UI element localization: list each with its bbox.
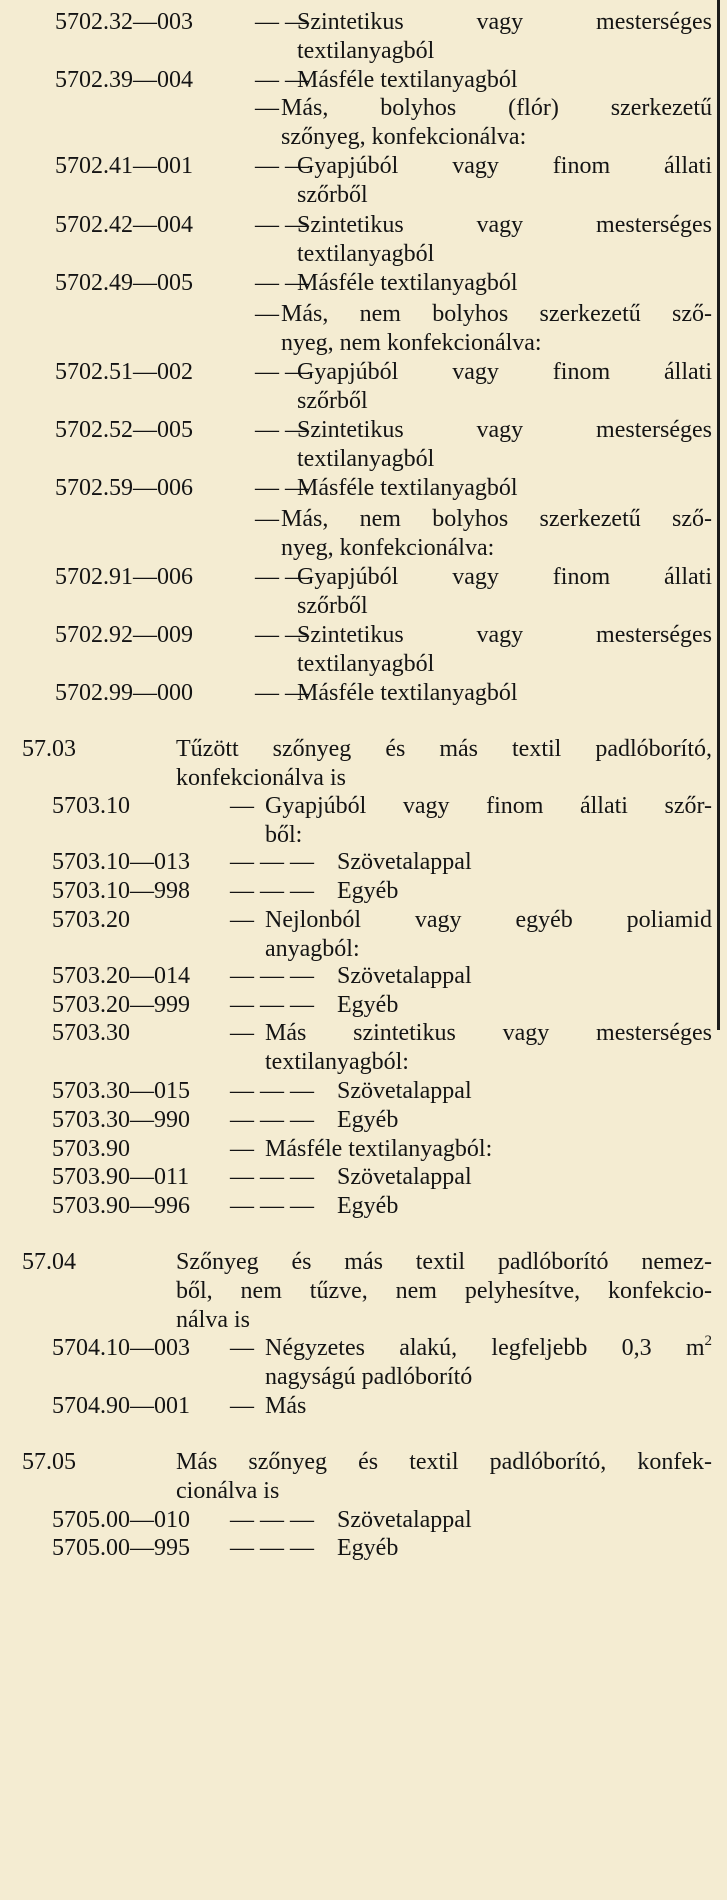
description-text: anyagból: [265,936,360,962]
description-text: Szövetalappal [337,963,472,989]
indent-dashes: — — [255,153,309,179]
description-text: ből, nem tűzve, nem pelyhesítve, konfekcio- [176,1278,712,1304]
description-text: Más [265,1393,307,1419]
tariff-code: 5703.20 [52,907,130,933]
tariff-code: 5703.30—015 [52,1078,190,1104]
description-text: Szövetalappal [337,849,472,875]
tariff-code: 5705.00—995 [52,1535,190,1561]
description-text: Szövetalappal [337,1078,472,1104]
description-text: Más szőnyeg és textil padlóborító, konfek- [176,1449,712,1475]
description-text: textilanyagból [297,38,435,64]
description-text: Egyéb [337,1535,399,1561]
indent-dashes: — — [255,212,309,238]
description-text: Más szintetikus vagy mesterséges [265,1020,712,1046]
description-text: Szőnyeg és más textil padlóborító nemez- [176,1249,712,1275]
description-text: Nejlonból vagy egyéb poliamid [265,907,712,933]
description-text: Más, bolyhos (flór) szerkezetű [281,95,712,121]
tariff-code: 5702.51—002 [55,359,193,385]
indent-dashes: — — — [230,1164,314,1190]
indent-dashes: — — [255,270,309,296]
description-text: Másféle textilanyagból [297,67,518,93]
indent-dashes: — [230,1393,254,1419]
description-text: nagyságú padlóborító [265,1364,473,1390]
indent-dashes: — [230,907,254,933]
description-text: Más, nem bolyhos szerkezetű sző- [281,301,712,327]
tariff-line [0,1532,727,1565]
tariff-code: 5702.99—000 [55,680,193,706]
indent-dashes: — — [255,475,309,501]
tariff-code: 5702.91—006 [55,564,193,590]
description-text: cionálva is [176,1478,280,1504]
indent-dashes: — — — [230,1193,314,1219]
description-text: Másféle textilanyagból [297,270,518,296]
indent-dashes: — — — [230,992,314,1018]
tariff-line [0,1190,727,1223]
indent-dashes: — — [255,417,309,443]
tariff-code: 5703.10—998 [52,878,190,904]
description-text: szőrből [297,593,368,619]
indent-dashes: — — — [230,1535,314,1561]
indent-dashes: — — — [230,878,314,904]
tariff-code: 5703.20—014 [52,963,190,989]
indent-dashes: — [255,95,279,121]
description-text: szőnyeg, konfekcionálva: [281,124,527,150]
description-text: textilanyagból [297,241,435,267]
description-text: Másféle textilanyagból [297,475,518,501]
description-text: nyeg, konfekcionálva: [281,535,495,561]
tariff-code: 5702.42—004 [55,212,193,238]
description-text: Szintetikus vagy mesterséges [297,212,712,238]
description-text: nyeg, nem konfekcionálva: [281,330,542,356]
description-text: szőrből [297,182,368,208]
description-text: Szövetalappal [337,1507,472,1533]
indent-dashes: — — [255,9,309,35]
description-text: textilanyagból [297,446,435,472]
description-text: Egyéb [337,1193,399,1219]
tariff-code: 5703.30 [52,1020,130,1046]
indent-dashes: — — [255,67,309,93]
superscript: 2 [704,1333,712,1349]
description-text: Egyéb [337,878,399,904]
tariff-code: 5703.10—013 [52,849,190,875]
description-text: Más, nem bolyhos szerkezetű sző- [281,506,712,532]
indent-dashes: — [230,793,254,819]
description-text: Négyzetes alakú, legfeljebb 0,3 $m^2$ [265,1333,712,1361]
description-text: Másféle textilanyagból: [265,1136,493,1162]
tariff-code: 5703.90—996 [52,1193,190,1219]
description-text: nálva is [176,1307,250,1333]
indent-dashes: — — — [230,849,314,875]
tariff-code: 5702.32—003 [55,9,193,35]
tariff-line [0,1390,727,1423]
description-text: konfekcionálva is [176,765,346,791]
indent-dashes: — — [255,622,309,648]
description-text: Szintetikus vagy mesterséges [297,417,712,443]
heading-code: 57.04 [22,1249,76,1275]
tariff-code: 5703.30—990 [52,1107,190,1133]
indent-dashes: — — — [230,1078,314,1104]
description-text: textilanyagból [297,651,435,677]
indent-dashes: — [255,301,279,327]
description-text: textilanyagból: [265,1049,409,1075]
tariff-code: 5704.90—001 [52,1393,190,1419]
description-text: Egyéb [337,1107,399,1133]
description-text: szőrből [297,388,368,414]
description-text: ből: [265,822,303,848]
description-text: Szintetikus vagy mesterséges [297,622,712,648]
tariff-code: 5702.39—004 [55,67,193,93]
tariff-code: 5702.92—009 [55,622,193,648]
indent-dashes: — [230,1136,254,1162]
tariff-line [0,267,727,300]
tariff-code: 5702.49—005 [55,270,193,296]
tariff-code: 5703.90—011 [52,1164,190,1190]
tariff-code: 5705.00—010 [52,1507,190,1533]
indent-dashes: — — [255,359,309,385]
tariff-code: 5702.59—006 [55,475,193,501]
indent-dashes: — — [255,564,309,590]
tariff-code: 5702.41—001 [55,153,193,179]
tariff-code: 5703.90 [52,1136,130,1162]
tariff-code: 5702.52—005 [55,417,193,443]
tariff-line [0,179,727,212]
tariff-code: 5703.20—999 [52,992,190,1018]
description-text: Tűzött szőnyeg és más textil padlóborító, [176,736,712,762]
indent-dashes: — — — [230,1107,314,1133]
heading-code: 57.03 [22,736,76,762]
indent-dashes: — — — [230,1507,314,1533]
indent-dashes: — [255,506,279,532]
tariff-line [0,677,727,710]
description-text: Gyapjúból vagy finom állati szőr- [265,793,712,819]
description-text: Szintetikus vagy mesterséges [297,9,712,35]
indent-dashes: — — [255,680,309,706]
description-text: Másféle textilanyagból [297,680,518,706]
description-text: Gyapjúból vagy finom állati [297,564,712,590]
description-text: Egyéb [337,992,399,1018]
description-text: Gyapjúból vagy finom állati [297,359,712,385]
indent-dashes: — [230,1335,254,1361]
tariff-code: 5704.10—003 [52,1335,190,1361]
description-text: Gyapjúból vagy finom állati [297,153,712,179]
indent-dashes: — [230,1020,254,1046]
heading-code: 57.05 [22,1449,76,1475]
description-text: Szövetalappal [337,1164,472,1190]
tariff-line [0,472,727,505]
indent-dashes: — — — [230,963,314,989]
tariff-code: 5703.10 [52,793,130,819]
